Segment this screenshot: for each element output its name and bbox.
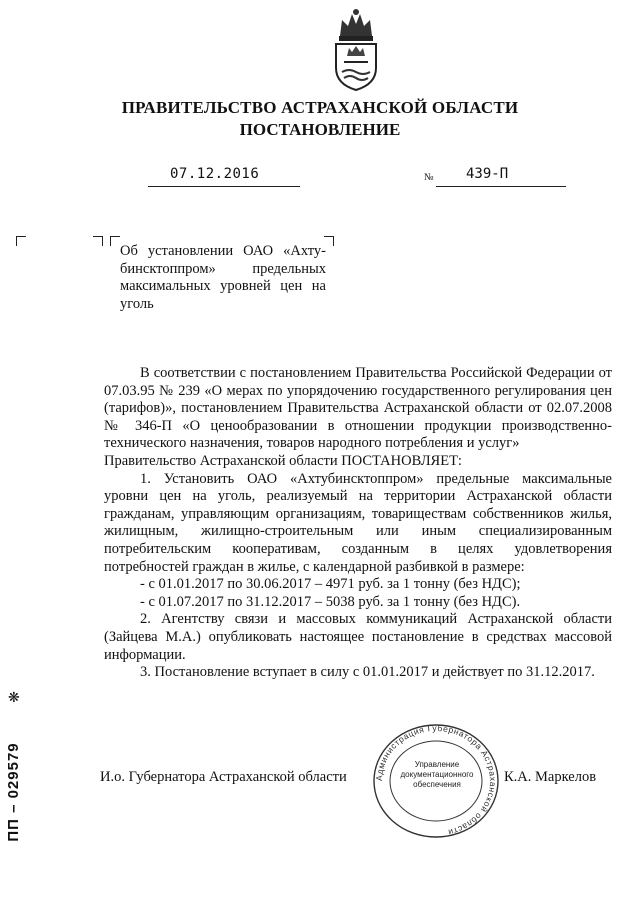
document-type: ПОСТАНОВЛЕНИЕ [239,120,401,139]
stamp-inner-text: Управление документационного обеспечения [400,760,474,789]
document-date: 07.12.2016 [170,166,260,182]
document-body [104,365,612,682]
preamble-paragraph: В соответствии с постановлением Правительства Российской Федерации от 07.03.95 № 239 «О мерах по упорядочению государственного регулирования цен (тарифов)», постановлением Правительства Астраханской области от 02.07.2008 № 346-П «О ценообразовании в отношении продукции производственно-технического назначения, товаров народного потребления и услуг» [104,365,612,452]
price-period-1: - с 01.01.2017 по 30.06.2017 – 4971 руб. за 1 тонну (без НДС); [140,576,521,593]
signatory-name: К.А. Маркелов [504,769,597,785]
corner-bracket [110,236,120,246]
serial-mark-icon: ❋ [8,691,20,706]
government-title: ПРАВИТЕЛЬСТВО АСТРАХАНСКОЙ ОБЛАСТИ [121,98,519,117]
serial-number: ПП – 029579 [5,742,22,842]
clause-1: 1. Установить ОАО «Ахтубинсктоппром» предельные максимальные уровни цен на уголь, реализуемый на территории Астраханской области гражданам, управляющим организациям, товариществам собственников жилья, жилищным, жилищно-строительным или иным специализированным потребительским кооперативам, созданным в целях удовлетворения потребностей граждан в жилье, с календарной разбивкой в размере: [104,470,612,575]
corner-bracket [16,236,26,246]
price-period-2: - с 01.07.2017 по 31.12.2017 – 5038 руб. за 1 тонну (без НДС). [140,593,521,610]
document-number: 439-П [466,166,509,182]
clause-3: 3. Постановление вступает в силу с 01.01.2017 и действует по 31.12.2017. [140,664,595,681]
document-subject: Об установлении ОАО «Ахтубинсктоппром» предельных максимальных уровней цен на уголь [120,243,326,312]
clause-2: 2. Агентству связи и массовых коммуникаций Астраханской области (Зайцева М.А.) опубликовать настоящее постановление в средствах массовой информации. [104,611,612,663]
signatory-position: И.о. Губернатора Астраханской области [100,769,347,785]
number-sign: № [424,172,434,183]
resolution-line: Правительство Астраханской области ПОСТАНОВЛЯЕТ: [104,452,462,469]
corner-bracket [93,236,103,246]
stamp-ring-text: Администрация Губернатора Астраханской области [373,722,499,838]
coat-of-arms-emblem [330,6,382,92]
